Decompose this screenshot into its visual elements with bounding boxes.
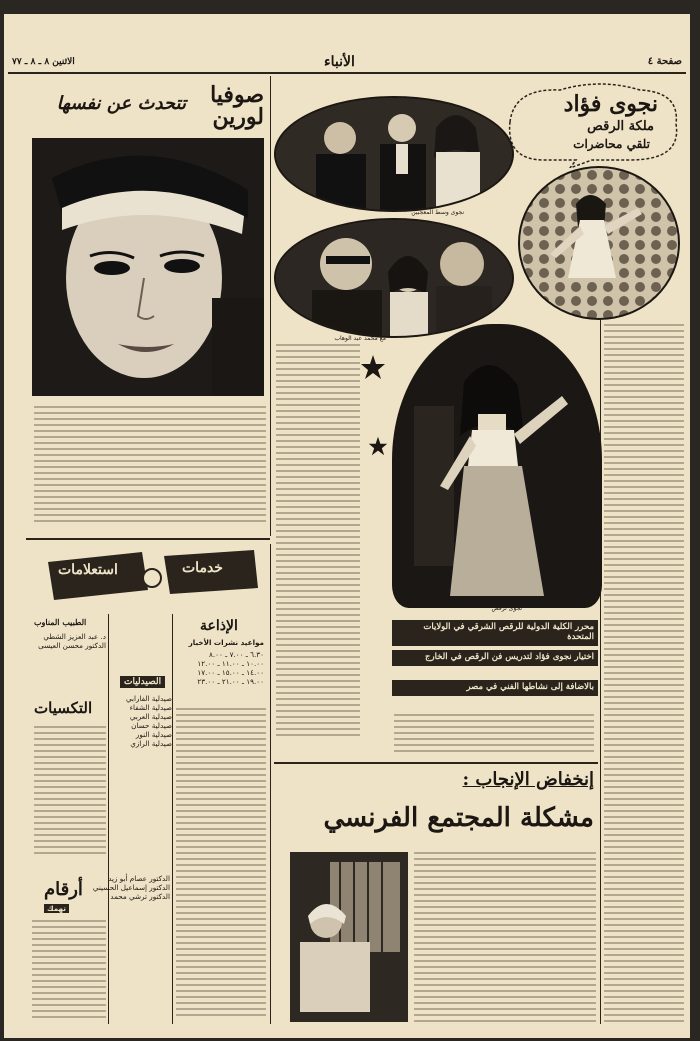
pharmacy-name: صيدلية الفارابي bbox=[125, 694, 172, 703]
najwa-banner-2: اختيار نجوى فؤاد لتدريس فن الرقص في الخارج bbox=[392, 650, 598, 666]
france-article-text bbox=[414, 852, 596, 1022]
star-icon bbox=[368, 436, 388, 456]
sophia-portrait-illustration bbox=[32, 138, 264, 396]
numbers-subtitle: تهمك bbox=[44, 904, 69, 913]
services-column-rule bbox=[172, 614, 173, 1024]
najwa-banner-3: بالاضافة إلى نشاطها الفني في مصر bbox=[392, 680, 598, 696]
najwa-title: نجوى فؤاد bbox=[563, 91, 658, 117]
pharmacy-name: صيدلية الشفاء bbox=[129, 703, 172, 712]
doctors-title: الطبيب المناوب bbox=[34, 617, 87, 627]
issue-date: الاثنين ٨ ـ ٨ ـ ٧٧ bbox=[12, 57, 75, 67]
photo-main-dancer-illustration bbox=[394, 326, 600, 606]
radio-time-row: ١٤.٠٠ ـ ١٥.٠٠ ـ ١٧.٠٠ bbox=[197, 668, 264, 677]
najwa-photo-dancing bbox=[518, 166, 680, 320]
sophia-article-text bbox=[34, 406, 266, 526]
photo-caption-abdelwahab: مع محمد عبد الوهاب bbox=[334, 335, 386, 342]
pharmacy-name: صيدلية حسان bbox=[131, 721, 172, 730]
sophia-title-name: صوفيا لورين bbox=[210, 82, 264, 130]
france-kicker: إنخفاض الإنجاب : bbox=[462, 769, 594, 790]
doctors-list bbox=[30, 632, 106, 650]
pharmacies-list bbox=[112, 694, 172, 748]
radio-time-row: ٦.٣٠ ـ ٧.٠٠ ـ ٨.٠٠ bbox=[209, 650, 264, 659]
najwa-article-column-1 bbox=[276, 344, 360, 740]
najwa-section-bottom-rule bbox=[274, 762, 598, 764]
photo-caption-main: نجوى ترقص bbox=[491, 605, 522, 612]
photo-children-illustration bbox=[290, 852, 408, 1022]
sophia-title-rest: تتحدث عن نفسها bbox=[56, 93, 186, 114]
photo-dancing-illustration bbox=[520, 168, 678, 318]
services-banner bbox=[44, 548, 259, 604]
sophia-portrait-photo bbox=[32, 138, 264, 396]
newspaper-page bbox=[4, 14, 690, 1038]
taxis-title: التكسيات bbox=[34, 699, 93, 717]
najwa-subtitle-1: ملكة الرقص bbox=[587, 119, 654, 134]
taxis-listing-text bbox=[34, 726, 106, 856]
pharmacy-name: صيدلية الرازي bbox=[130, 739, 172, 748]
radio-time-row: ١٠.٠٠ ـ ١١.٠٠ ـ ١٢.٠٠ bbox=[197, 659, 264, 668]
numbers-listing-text bbox=[32, 920, 106, 1020]
radio-times bbox=[174, 650, 264, 686]
najwa-photo-abdelwahab bbox=[274, 218, 514, 338]
column-rule bbox=[600, 314, 601, 1024]
banner-inquiries-label: استعلامات bbox=[58, 562, 118, 578]
doctor-name: د. عبد العزيز الشطي bbox=[43, 632, 106, 641]
numbers-title: أرقام bbox=[44, 879, 83, 900]
star-icon bbox=[360, 354, 386, 380]
doctor-name: الدكتور محسن العيسى bbox=[38, 641, 106, 650]
services-top-rule bbox=[26, 538, 270, 540]
tv-listing-text bbox=[176, 708, 266, 1018]
najwa-article-column-2 bbox=[604, 324, 684, 1024]
doctors-more bbox=[92, 874, 170, 901]
france-title: مشكلة المجتمع الفرنسي bbox=[323, 803, 594, 833]
najwa-photo-fans bbox=[274, 96, 514, 212]
banner-services-label: خدمات bbox=[182, 560, 223, 576]
column-rule bbox=[270, 76, 271, 536]
najwa-photo-main bbox=[392, 324, 602, 608]
radio-title: الإذاعة bbox=[200, 618, 238, 634]
pharmacies-title: الصيدليات bbox=[120, 676, 165, 688]
radio-time-row: ١٩.٠٠ ـ ٢١.٠٠ ـ ٢٣.٠٠ bbox=[197, 677, 264, 686]
najwa-title-bubble bbox=[500, 82, 684, 168]
pharmacy-name: صيدلية العربي bbox=[129, 712, 172, 721]
pharmacy-name: صيدلية النور bbox=[135, 730, 172, 739]
france-photo-children bbox=[290, 852, 408, 1022]
newspaper-name: الأنباء bbox=[324, 54, 355, 70]
photo-caption-fans: نجوى وسط المعجبين bbox=[411, 209, 464, 216]
najwa-banner-1: محرر الكلية الدولية للرقص الشرقي في الولايات المتحدة bbox=[392, 620, 598, 646]
services-column-rule bbox=[108, 614, 109, 1024]
doctor-name: الدكتور ترشي محمد bbox=[110, 892, 170, 901]
doctor-name: الدكتور إسماعيل الحسيني bbox=[92, 883, 170, 892]
najwa-article-column-3 bbox=[394, 714, 594, 754]
page-label: صفحة ٤ bbox=[647, 56, 682, 67]
photo-abdelwahab-illustration bbox=[276, 220, 512, 336]
najwa-subtitle-2: تلقي محاضرات bbox=[573, 137, 650, 151]
header-rule bbox=[8, 72, 686, 74]
column-rule bbox=[270, 544, 271, 1024]
photo-fans-illustration bbox=[276, 98, 512, 210]
doctor-name: الدكتور عصام أبو زيد bbox=[108, 874, 170, 883]
radio-subtitle: مواعيد نشرات الأخبار bbox=[188, 638, 264, 647]
